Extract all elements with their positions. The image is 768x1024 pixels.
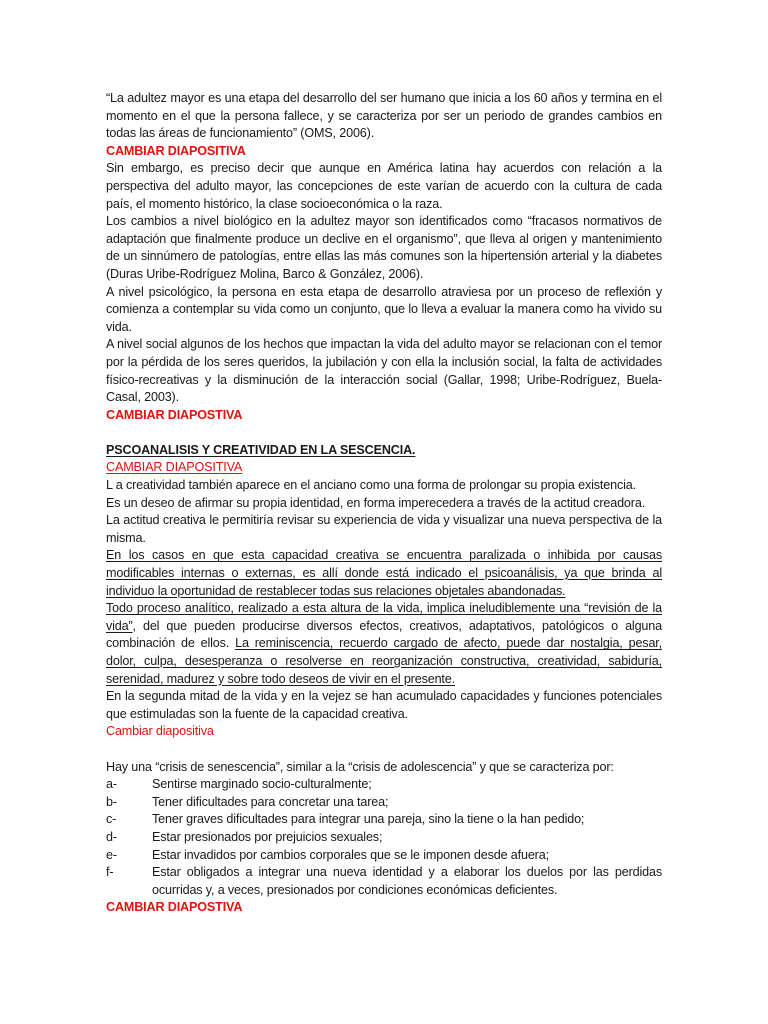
paragraph-creativity-elderly: L a creatividad también aparece en el anciano como una forma de prolongar su propia existencia. <box>106 478 636 493</box>
list-item <box>106 847 662 865</box>
list-letter: c- <box>106 812 117 827</box>
change-slide-note-3: CAMBIAR DIAPOSITIVA <box>106 460 243 475</box>
list-text: Sentirse marginado socio-culturalmente; <box>152 777 372 792</box>
paragraph-second-half: En la segunda mitad de la vida y en la vejez se han acumulado capacidades y funciones potenciales que estimuladas son la fuente de la capacidad creativa. <box>106 689 662 721</box>
list-text: Estar presionados por prejuicios sexuales; <box>152 829 383 844</box>
reminiscence-phrase: La reminiscencia, recuerdo cargado de afecto, puede dar nostalgia, pesar, dolor, culpa, desesperanza o resolverse en reorganización constructiva, creatividad, sabiduría, serenidad, madurez y sobre todo deseos de vivir en el presente. <box>106 636 662 686</box>
list-text: Estar invadidos por cambios corporales que se le imponen desde afuera; <box>152 847 549 862</box>
paragraph-analytic-process <box>106 600 662 688</box>
list-letter: e- <box>106 847 117 862</box>
section-heading: PSCOANALISIS Y CREATIVIDAD EN LA SESCENCIA. <box>106 442 416 457</box>
change-slide-note-5: CAMBIAR DIAPOSTIVA <box>106 900 243 915</box>
paragraph-biological-changes: Los cambios a nivel biológico en la adultez mayor son identificados como “fracasos normativos de adaptación que finalmente produce un declive en el organismo”, que lleva al origen y mantenimiento de un sinnúmero de patologías, entre ellas las más comunes son la hipertensión arterial y la diabetes (Duras Uribe-Rodríguez Molina, Barco & González, 2006). <box>106 214 662 281</box>
list-item <box>106 794 662 812</box>
paragraph-oms-quote: “La adultez mayor es una etapa del desarrollo del ser humano que inicia a los 60 años y termina en el momento en el que la persona fallece, y se caracteriza por ser un periodo de grandes cambios en todas las áreas de funcionamiento” (OMS, 2006). <box>106 91 662 141</box>
list-item <box>106 811 662 829</box>
list-item <box>106 829 662 847</box>
change-slide-note-4: Cambiar diapositiva <box>106 724 214 739</box>
paragraph-senescence-crisis: Hay una “crisis de senescencia”, similar a la “crisis de adolescencia” y que se caracteriza por: <box>106 759 614 774</box>
crisis-list <box>106 776 662 899</box>
list-letter: a- <box>106 777 117 792</box>
paragraph-social-level: A nivel social algunos de los hechos que impactan la vida del adulto mayor se relacionan con el temor por la pérdida de los seres queridos, la jubilación y con ella la inclusión social, la falta de actividades físico-recreativas y la disminución de la interacción social (Gallar, 1998; Uribe-Rodríguez, Buela-Casal, 2003). <box>106 337 662 405</box>
paragraph-psychoanalysis: En los casos en que esta capacidad creativa se encuentra paralizada o inhibida por causas modificables internas o externas, es allí donde está indicado el psicoanálisis, ya que brinda al individuo la oportunidad de restablecer todas sus relaciones objetales abandonadas. <box>106 548 662 598</box>
life-review-phrase: Todo proceso analítico, realizado a esta altura de la vida, implica ineludiblemente una “revisión de la vida” <box>106 601 662 633</box>
list-letter: b- <box>106 794 117 809</box>
list-text: Estar obligados a integrar una nueva identidad y a elaborar los duelos por las perdidas ocurridas y, a veces, presionados por condiciones económicas deficientes. <box>152 865 662 897</box>
list-letter: d- <box>106 829 117 844</box>
paragraph-creative-attitude: La actitud creativa le permitiría revisar su experiencia de vida y visualizar una nueva perspectiva de la misma. <box>106 513 662 545</box>
effects-phrase: , del que pueden producirse diversos efectos, creativos, adaptativos, patológicos o alguna combinación de ellos. <box>106 618 662 651</box>
paragraph-identity: Es un deseo de afirmar su propia identidad, en forma imperecedera a través de la actitud creadora. <box>106 495 646 510</box>
blank-line <box>106 424 662 442</box>
blank-line <box>106 741 662 759</box>
list-letter: f- <box>106 865 114 880</box>
list-item <box>106 776 662 794</box>
paragraph-latin-america: Sin embargo, es preciso decir que aunque en América latina hay acuerdos con relación a la perspectiva del adulto mayor, las concepciones de este varían de acuerdo con la cultura de cada país, el momento histórico, la clase socioeconómica o la raza. <box>106 161 662 211</box>
list-item <box>106 864 662 899</box>
document-body <box>106 90 662 917</box>
list-text: Tener graves dificultades para integrar una pareja, sino la tiene o la han pedido; <box>152 812 585 827</box>
change-slide-note-2: CAMBIAR DIAPOSTIVA <box>106 407 243 422</box>
paragraph-psychological-level: A nivel psicológico, la persona en esta etapa de desarrollo atraviesa por un proceso de reflexión y comienza a contemplar su vida como un conjunto, que lo lleva a evaluar la manera como ha vivido su vida. <box>106 284 662 334</box>
list-text: Tener dificultades para concretar una tarea; <box>152 794 389 809</box>
change-slide-note-1: CAMBIAR DIAPOSITIVA <box>106 143 246 158</box>
